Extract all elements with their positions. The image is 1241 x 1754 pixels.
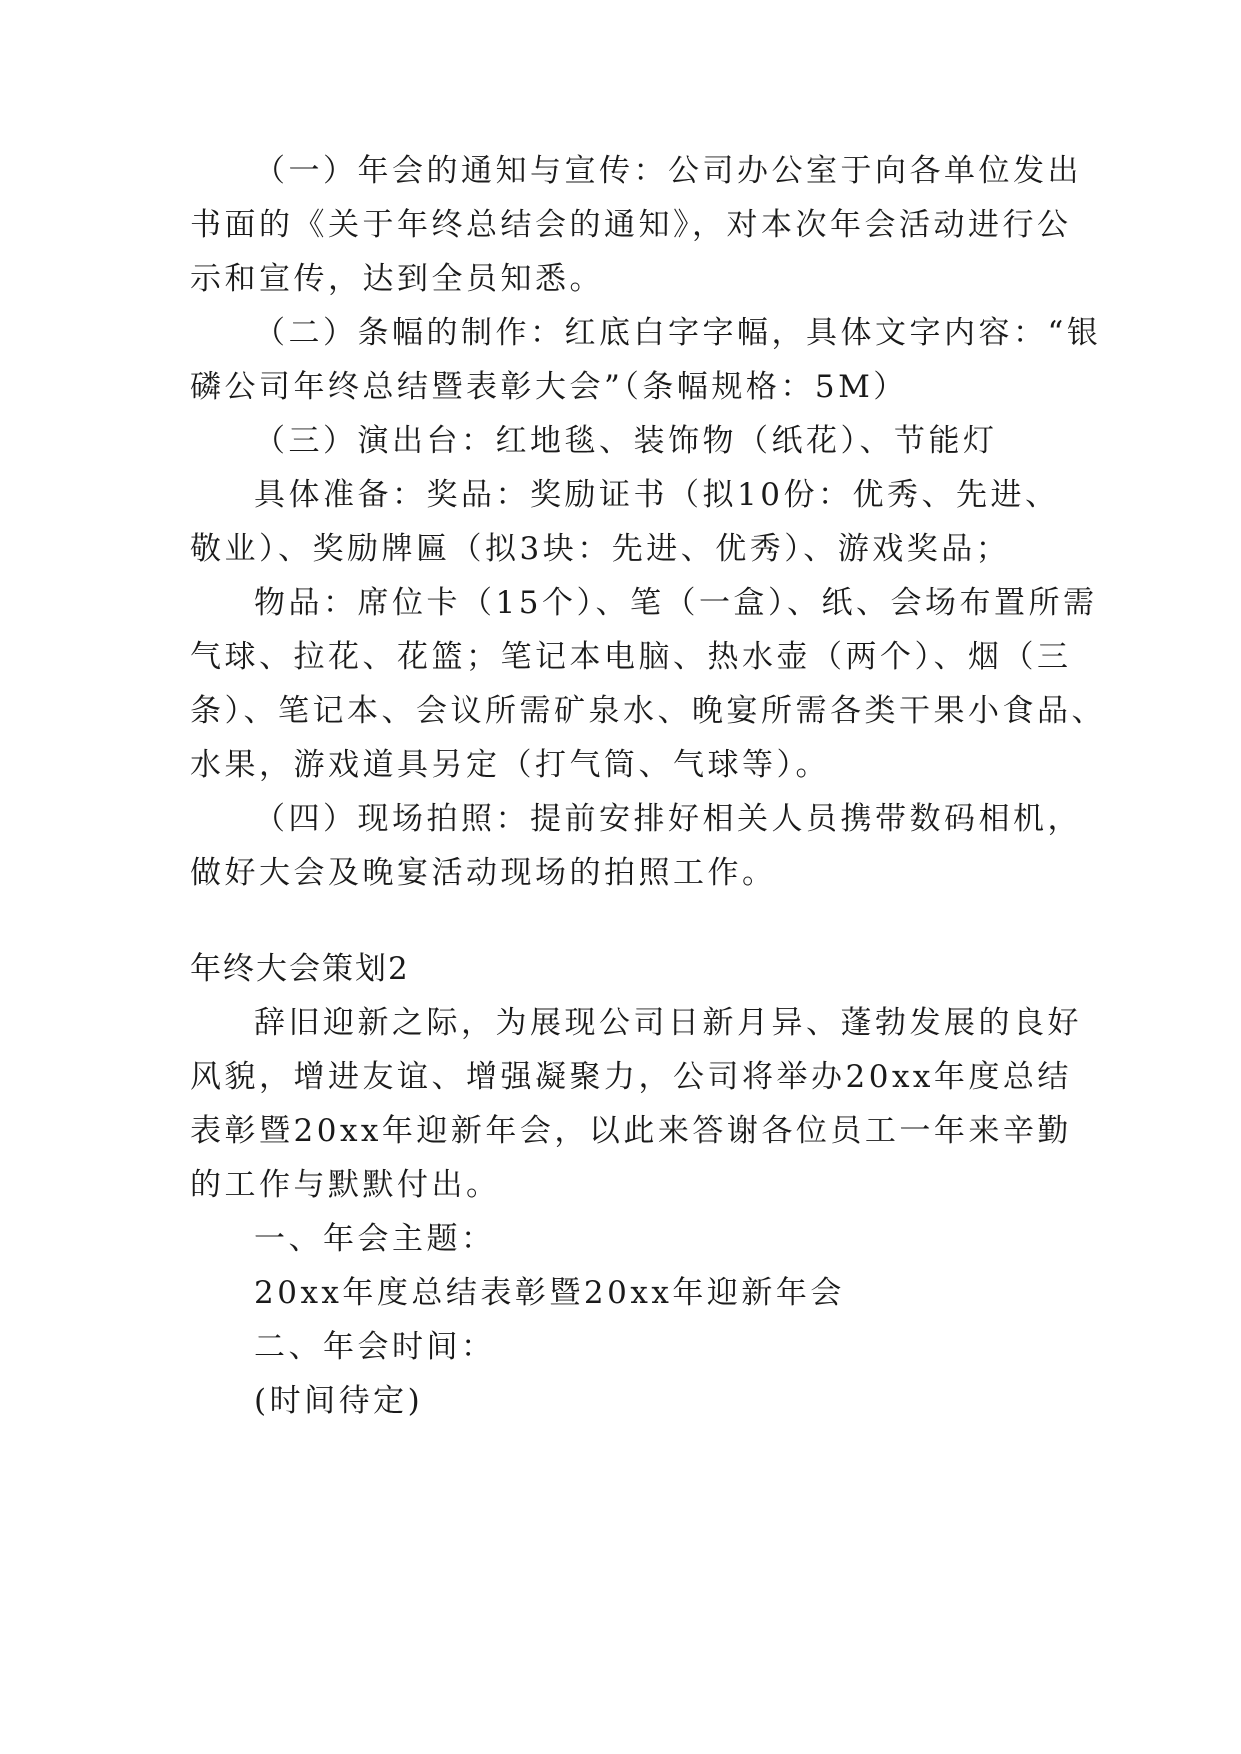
paragraph-line: 磷公司年终总结暨表彰大会”（条幅规格：5M） (190, 369, 908, 405)
paragraph-line: 20xx年度总结表彰暨20xx年迎新年会 (254, 1275, 845, 1311)
paragraph-line: （一）年会的通知与宣传：公司办公室于向各单位发出 (254, 153, 1082, 189)
paragraph-line: 具体准备：奖品：奖励证书（拟10份：优秀、先进、 (254, 477, 1060, 513)
paragraph-line: （二）条幅的制作：红底白字字幅，具体文字内容：“银 (254, 315, 1102, 351)
paragraph-line: 物品：席位卡（15个）、笔（一盒）、纸、会场布置所需 (254, 585, 1098, 621)
section-heading: 年终大会策划2 (190, 951, 410, 987)
paragraph-line: 水果，游戏道具另定（打气筒、气球等）。 (190, 747, 830, 783)
paragraph-line: （四）现场拍照：提前安排好相关人员携带数码相机， (254, 801, 1082, 837)
paragraph-line: 二、年会时间： (254, 1329, 496, 1365)
paragraph-line: 的工作与默默付出。 (190, 1167, 501, 1203)
paragraph-line: 示和宣传，达到全员知悉。 (190, 261, 604, 297)
paragraph-line: 气球、拉花、花篮；笔记本电脑、热水壶（两个）、烟（三 (190, 639, 1072, 675)
paragraph-line: 条）、笔记本、会议所需矿泉水、晚宴所需各类干果小食品、 (190, 693, 1106, 729)
paragraph-line: 一、年会主题： (254, 1221, 496, 1257)
paragraph-line: (时间待定) (254, 1383, 424, 1419)
paragraph-line: 书面的《关于年终总结会的通知》，对本次年会活动进行公 (190, 207, 1072, 243)
paragraph-line: 辞旧迎新之际，为展现公司日新月异、蓬勃发展的良好 (254, 1005, 1082, 1041)
paragraph-line: 风貌，增进友谊、增强凝聚力，公司将举办20xx年度总结 (190, 1059, 1072, 1095)
paragraph-line: 表彰暨20xx年迎新年会，以此来答谢各位员工一年来辛勤 (190, 1113, 1072, 1149)
paragraph-line: 做好大会及晚宴活动现场的拍照工作。 (190, 855, 777, 891)
paragraph-line: （三）演出台：红地毯、装饰物（纸花）、节能灯 (254, 423, 998, 459)
paragraph-line: 敬业）、奖励牌匾（拟3块：先进、优秀）、游戏奖品； (190, 531, 1011, 567)
